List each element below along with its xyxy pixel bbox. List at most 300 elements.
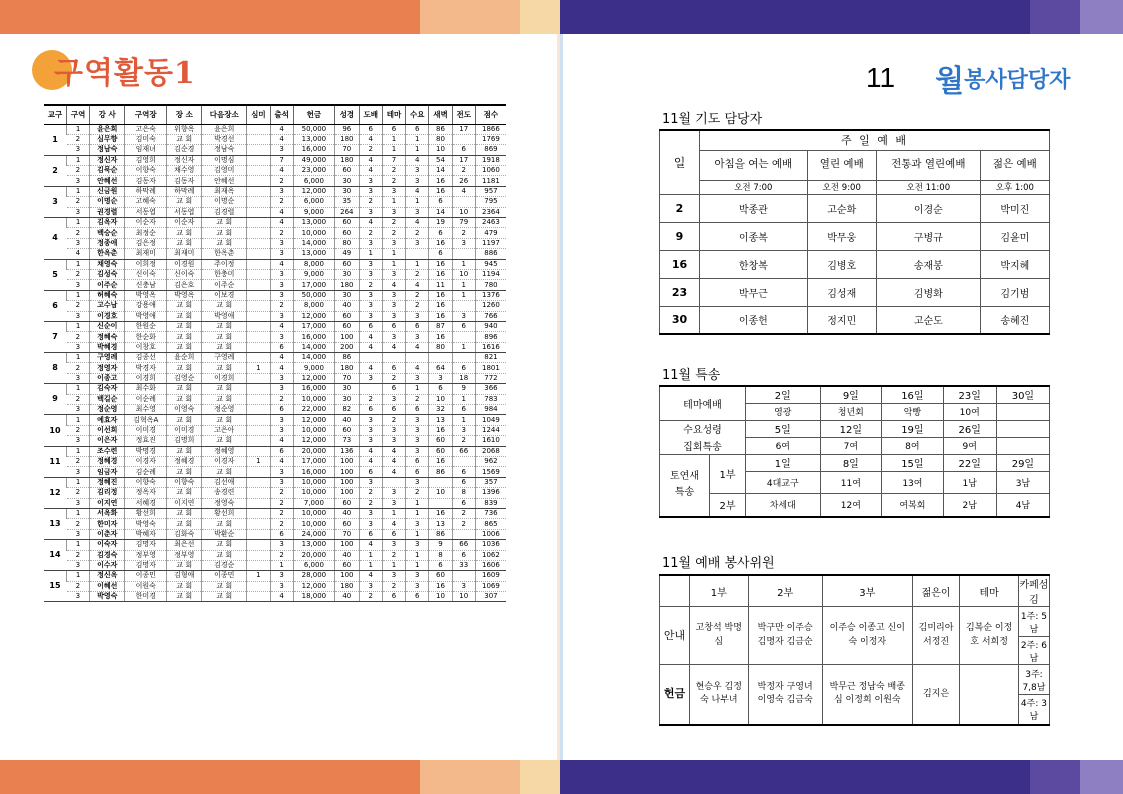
table-cell: 1616 bbox=[475, 342, 506, 352]
header-cell: 수요 bbox=[406, 105, 429, 124]
table-cell: 3 bbox=[270, 145, 293, 155]
table-cell: 2 bbox=[452, 519, 475, 529]
table-cell: 6,000 bbox=[293, 197, 334, 207]
table-cell: 264 bbox=[335, 207, 360, 217]
table-cell: 1 bbox=[359, 550, 382, 560]
table-cell: 3 bbox=[382, 394, 405, 404]
table-cell bbox=[452, 301, 475, 311]
guide-label: 안내 bbox=[660, 607, 690, 665]
table-cell bbox=[247, 197, 270, 207]
table-cell: 17 bbox=[452, 124, 475, 134]
table-cell: 정부영 bbox=[167, 550, 202, 560]
table-cell: 이영숙 bbox=[167, 405, 202, 415]
table-cell: 54 bbox=[429, 155, 452, 165]
table-cell bbox=[247, 166, 270, 176]
table-cell: 박영옥 bbox=[167, 290, 202, 300]
table-cell: 3 bbox=[67, 592, 90, 602]
leader-name: 이경호 bbox=[90, 311, 125, 321]
table-row bbox=[44, 394, 506, 404]
table-cell bbox=[247, 394, 270, 404]
leader-name: 예효자 bbox=[90, 415, 125, 425]
table-cell: 1 bbox=[247, 363, 270, 373]
table-cell: 박영숙 bbox=[125, 519, 167, 529]
table-cell: 1006 bbox=[475, 529, 506, 539]
table-cell: 교 회 bbox=[202, 540, 247, 550]
table-cell: 766 bbox=[475, 311, 506, 321]
table-cell: 이경자 bbox=[202, 457, 247, 467]
table-cell: 8,000 bbox=[293, 301, 334, 311]
table-cell: 김순경 bbox=[167, 145, 202, 155]
leader-name: 이선희 bbox=[90, 425, 125, 435]
service-times-row bbox=[660, 180, 1050, 194]
table-cell: 1 bbox=[67, 353, 90, 363]
service-time: 오전 9:00 bbox=[807, 180, 876, 194]
table-cell: 3 bbox=[382, 269, 405, 279]
prayer-row bbox=[660, 250, 1050, 278]
table-cell: 최은선 bbox=[167, 540, 202, 550]
service-name: 열린 예배 bbox=[807, 150, 876, 180]
table-cell: 교 회 bbox=[202, 363, 247, 373]
table-cell bbox=[247, 498, 270, 508]
table-cell: 3 bbox=[359, 290, 382, 300]
saturday-part1-value: 13여 bbox=[882, 471, 944, 493]
table-cell bbox=[247, 477, 270, 487]
table-row bbox=[44, 373, 506, 383]
leader-name: 김경숙 bbox=[90, 550, 125, 560]
header-cell: 구역 bbox=[67, 105, 90, 124]
table-cell: 60 bbox=[335, 519, 360, 529]
table-cell: 14,000 bbox=[293, 353, 334, 363]
table-cell: 3 bbox=[406, 519, 429, 529]
table-cell: 3 bbox=[67, 342, 90, 352]
district-id: 11 bbox=[44, 446, 67, 477]
theme-value bbox=[996, 403, 1049, 420]
table-cell: 1 bbox=[452, 415, 475, 425]
table-cell: 6 bbox=[382, 529, 405, 539]
table-cell: 7 bbox=[382, 155, 405, 165]
table-cell: 2 bbox=[270, 197, 293, 207]
table-cell: 최수영 bbox=[125, 405, 167, 415]
table-cell: 100 bbox=[335, 332, 360, 342]
table-cell: 2 bbox=[382, 228, 405, 238]
table-cell: 26 bbox=[452, 176, 475, 186]
theme-date: 16일 bbox=[882, 386, 944, 403]
leader-name: 허혜숙 bbox=[90, 290, 125, 300]
table-cell: 40 bbox=[335, 508, 360, 518]
table-cell: 886 bbox=[475, 249, 506, 259]
table-cell: 40 bbox=[335, 550, 360, 560]
table-cell: 13,000 bbox=[293, 134, 334, 144]
table-cell: 이순자 bbox=[167, 218, 202, 228]
table-row bbox=[44, 176, 506, 186]
table-cell: 서혜경 bbox=[125, 498, 167, 508]
table-cell: 김명자 bbox=[125, 560, 167, 570]
cafe-cell: 4주: 3남 bbox=[1018, 695, 1049, 725]
table-cell: 1062 bbox=[475, 550, 506, 560]
guide-cell: 김미리아 서정진 bbox=[912, 607, 960, 665]
table-cell: 3 bbox=[359, 311, 382, 321]
table-cell: 30 bbox=[335, 384, 360, 394]
table-cell: 2 bbox=[382, 176, 405, 186]
table-cell: 1 bbox=[67, 571, 90, 581]
table-cell bbox=[247, 207, 270, 217]
table-cell: 교 회 bbox=[202, 394, 247, 404]
table-cell: 6 bbox=[359, 124, 382, 134]
table-cell: 3 bbox=[67, 238, 90, 248]
table-cell: 송경련 bbox=[202, 488, 247, 498]
table-cell: 2 bbox=[270, 228, 293, 238]
table-cell: 4 bbox=[270, 321, 293, 331]
table-cell: 4 bbox=[406, 280, 429, 290]
leader-name: 신금원 bbox=[90, 186, 125, 196]
table-cell: 2 bbox=[67, 332, 90, 342]
theme-worship-label: 테마예배 bbox=[660, 386, 746, 420]
table-cell: 2 bbox=[359, 280, 382, 290]
table-cell: 1 bbox=[382, 134, 405, 144]
table-cell: 4 bbox=[382, 280, 405, 290]
table-cell: 3 bbox=[359, 269, 382, 279]
table-cell: 80 bbox=[429, 342, 452, 352]
table-cell: 1376 bbox=[475, 290, 506, 300]
table-cell: 10 bbox=[452, 269, 475, 279]
leader-name: 정신자 bbox=[90, 155, 125, 165]
table-row bbox=[44, 238, 506, 248]
table-row bbox=[44, 457, 506, 467]
table-cell: 9,000 bbox=[293, 269, 334, 279]
leader-name: 안혜선 bbox=[90, 176, 125, 186]
table-cell: 4 bbox=[359, 457, 382, 467]
wednesday-date: 19일 bbox=[882, 420, 944, 437]
table-cell: 957 bbox=[475, 186, 506, 196]
table-cell: 16,000 bbox=[293, 467, 334, 477]
table-cell: 80 bbox=[335, 238, 360, 248]
leader-name: 박혜경 bbox=[90, 342, 125, 352]
saturday-date: 29일 bbox=[996, 454, 1049, 471]
table-cell: 1197 bbox=[475, 238, 506, 248]
header-cell: 장 소 bbox=[167, 105, 202, 124]
table-cell: 70 bbox=[335, 529, 360, 539]
table-cell: 1609 bbox=[475, 571, 506, 581]
table-cell: 66 bbox=[452, 540, 475, 550]
header-cell: 강 사 bbox=[90, 105, 125, 124]
table-cell: 박혜자 bbox=[125, 529, 167, 539]
theme-date: 2일 bbox=[746, 386, 821, 403]
header-cell: 도배 bbox=[359, 105, 382, 124]
table-cell: 김화숙 bbox=[167, 529, 202, 539]
table-cell bbox=[247, 550, 270, 560]
table-cell: 하막례 bbox=[167, 186, 202, 196]
table-cell: 984 bbox=[475, 405, 506, 415]
prayer-name: 정지민 bbox=[807, 306, 876, 334]
prayer-section-title: 11월 기도 담당자 bbox=[662, 112, 763, 127]
table-cell bbox=[406, 353, 429, 363]
table-cell: 2 bbox=[67, 457, 90, 467]
table-cell: 3 bbox=[382, 332, 405, 342]
sunday-service-header: 주 일 예 배 bbox=[700, 130, 1050, 150]
table-cell: 6 bbox=[452, 145, 475, 155]
table-row bbox=[44, 529, 506, 539]
table-cell: 479 bbox=[475, 228, 506, 238]
leader-name: 조수련 bbox=[90, 446, 125, 456]
saturday-part2-value: 차세대 bbox=[746, 493, 821, 517]
saturday-date: 1일 bbox=[746, 454, 821, 471]
table-cell: 10,000 bbox=[293, 477, 334, 487]
table-cell: 6 bbox=[452, 321, 475, 331]
right-page-header bbox=[866, 58, 1070, 98]
leader-name: 한미자 bbox=[90, 519, 125, 529]
table-cell: 86 bbox=[335, 353, 360, 363]
table-cell: 30 bbox=[335, 176, 360, 186]
table-cell: 교 회 bbox=[167, 321, 202, 331]
table-cell: 87 bbox=[429, 321, 452, 331]
table-cell: 최재미 bbox=[167, 249, 202, 259]
right-title-text: 봉사담당자 bbox=[964, 66, 1071, 93]
table-cell: 교 회 bbox=[167, 488, 202, 498]
table-cell: 교 회 bbox=[167, 363, 202, 373]
table-cell bbox=[247, 218, 270, 228]
table-cell: 8 bbox=[429, 550, 452, 560]
table-row bbox=[44, 269, 506, 279]
theme-dates-row bbox=[660, 386, 1050, 403]
table-cell: 6 bbox=[406, 321, 429, 331]
service-header: 3부 bbox=[822, 575, 912, 607]
table-cell: 6 bbox=[382, 321, 405, 331]
table-cell: 3 bbox=[67, 373, 90, 383]
leader-name: 정혜숙 bbox=[90, 332, 125, 342]
table-cell: 1 bbox=[247, 571, 270, 581]
table-cell bbox=[247, 467, 270, 477]
table-cell: 4 bbox=[359, 155, 382, 165]
table-cell: 박경자 bbox=[125, 363, 167, 373]
table-cell: 1 bbox=[67, 540, 90, 550]
table-cell: 4 bbox=[406, 363, 429, 373]
leader-name: 백승순 bbox=[90, 228, 125, 238]
table-cell: 3 bbox=[270, 477, 293, 487]
wednesday-value: 6여 bbox=[746, 437, 821, 454]
table-cell: 8,000 bbox=[293, 259, 334, 269]
table-row bbox=[44, 477, 506, 487]
leader-name: 정영자 bbox=[90, 363, 125, 373]
table-row bbox=[44, 550, 506, 560]
table-cell: 3 bbox=[359, 425, 382, 435]
prayer-name: 김성재 bbox=[807, 278, 876, 306]
table-cell: 신충남 bbox=[125, 280, 167, 290]
table-cell: 1 bbox=[382, 145, 405, 155]
offering-cell bbox=[960, 665, 1019, 725]
table-cell: 3 bbox=[382, 436, 405, 446]
table-cell: 교 회 bbox=[202, 321, 247, 331]
table-cell: 이경희 bbox=[202, 373, 247, 383]
prayer-name: 고순화 bbox=[807, 194, 876, 222]
table-cell: 이지연 bbox=[167, 498, 202, 508]
table-cell: 1 bbox=[67, 508, 90, 518]
table-cell: 6 bbox=[452, 477, 475, 487]
table-cell: 23,000 bbox=[293, 166, 334, 176]
leader-name: 김옥자 bbox=[90, 218, 125, 228]
cafe-cell: 3주: 7,8남 bbox=[1018, 665, 1049, 695]
table-cell bbox=[247, 488, 270, 498]
table-cell: 6 bbox=[406, 467, 429, 477]
leader-name: 정순영 bbox=[90, 405, 125, 415]
table-cell: 357 bbox=[475, 477, 506, 487]
service-name: 아침을 여는 예배 bbox=[700, 150, 808, 180]
table-cell: 1 bbox=[406, 550, 429, 560]
offering-cell: 현승우 김정숙 나부녀 bbox=[690, 665, 749, 725]
table-cell: 김영미 bbox=[202, 166, 247, 176]
saturday-part2-value: 2남 bbox=[943, 493, 996, 517]
table-cell: 구영례 bbox=[202, 353, 247, 363]
leader-name: 한옥춘 bbox=[90, 249, 125, 259]
table-cell: 2364 bbox=[475, 207, 506, 217]
table-cell: 30 bbox=[335, 290, 360, 300]
table-row bbox=[44, 467, 506, 477]
table-cell: 박명경 bbox=[125, 446, 167, 456]
district-table-header bbox=[44, 105, 506, 124]
table-cell: 1 bbox=[406, 197, 429, 207]
table-cell: 6 bbox=[429, 197, 452, 207]
table-cell bbox=[247, 436, 270, 446]
special-song-table bbox=[659, 385, 1050, 518]
table-cell: 100 bbox=[335, 467, 360, 477]
table-cell: 이미경 bbox=[125, 425, 167, 435]
table-cell: 200 bbox=[335, 342, 360, 352]
table-cell: 86 bbox=[429, 467, 452, 477]
table-cell: 6 bbox=[359, 467, 382, 477]
table-cell: 6 bbox=[429, 249, 452, 259]
table-cell: 2 bbox=[452, 166, 475, 176]
table-cell: 16 bbox=[429, 457, 452, 467]
table-cell: 김은정 bbox=[125, 238, 167, 248]
table-cell: 10 bbox=[429, 394, 452, 404]
prayer-row bbox=[660, 194, 1050, 222]
table-cell: 28,000 bbox=[293, 571, 334, 581]
table-cell: 정옥자 bbox=[125, 488, 167, 498]
district-id: 6 bbox=[44, 290, 67, 321]
top-left-band bbox=[0, 0, 560, 34]
table-cell: 3 bbox=[382, 238, 405, 248]
wednesday-value: 8여 bbox=[882, 437, 944, 454]
table-cell: 위향옥 bbox=[167, 124, 202, 134]
header-cell: 심미 bbox=[247, 105, 270, 124]
table-cell: 16,000 bbox=[293, 384, 334, 394]
table-cell: 1801 bbox=[475, 363, 506, 373]
table-cell: 2 bbox=[67, 134, 90, 144]
table-cell: 3 bbox=[452, 581, 475, 591]
table-cell: 교 회 bbox=[202, 384, 247, 394]
table-cell: 3 bbox=[359, 477, 382, 487]
table-cell: 김혁옥A bbox=[125, 415, 167, 425]
table-cell: 교 회 bbox=[167, 581, 202, 591]
theme-date: 30일 bbox=[996, 386, 1049, 403]
table-cell: 4 bbox=[406, 218, 429, 228]
theme-value: 영광 bbox=[746, 403, 821, 420]
table-row bbox=[44, 332, 506, 342]
table-cell: 3 bbox=[406, 571, 429, 581]
table-cell: 82 bbox=[335, 405, 360, 415]
table-cell: 6 bbox=[270, 405, 293, 415]
table-cell: 1 bbox=[406, 259, 429, 269]
table-cell: 박환순 bbox=[202, 529, 247, 539]
table-cell: 강용애 bbox=[125, 301, 167, 311]
table-cell: 1 bbox=[67, 415, 90, 425]
table-cell: 3 bbox=[270, 571, 293, 581]
table-cell: 한옥춘 bbox=[202, 249, 247, 259]
table-cell: 32 bbox=[429, 405, 452, 415]
table-cell: 3 bbox=[452, 238, 475, 248]
table-row bbox=[44, 363, 506, 373]
service-header-blank bbox=[660, 575, 690, 607]
prayer-name: 김기범 bbox=[980, 278, 1049, 306]
table-cell: 6 bbox=[429, 384, 452, 394]
table-cell: 3 bbox=[359, 415, 382, 425]
table-cell: 20,000 bbox=[293, 550, 334, 560]
table-cell: 60 bbox=[335, 228, 360, 238]
table-cell: 3 bbox=[270, 467, 293, 477]
table-cell: 한원순 bbox=[125, 321, 167, 331]
table-cell: 6 bbox=[406, 124, 429, 134]
table-cell: 주이정 bbox=[202, 259, 247, 269]
table-cell: 1396 bbox=[475, 488, 506, 498]
table-cell: 3 bbox=[406, 540, 429, 550]
table-cell: 3 bbox=[359, 301, 382, 311]
table-cell: 100 bbox=[335, 571, 360, 581]
table-row bbox=[44, 124, 506, 134]
leader-name: 정혜진 bbox=[90, 477, 125, 487]
table-cell: 교 회 bbox=[202, 415, 247, 425]
header-cell: 테마 bbox=[382, 105, 405, 124]
table-cell: 10,000 bbox=[293, 394, 334, 404]
table-cell: 3 bbox=[270, 332, 293, 342]
saturday-label-2: 특송 bbox=[674, 487, 695, 499]
table-cell bbox=[247, 405, 270, 415]
table-cell bbox=[247, 373, 270, 383]
table-cell: 11 bbox=[429, 280, 452, 290]
table-cell: 서동엽 bbox=[125, 207, 167, 217]
table-cell: 13 bbox=[429, 519, 452, 529]
table-cell: 1606 bbox=[475, 560, 506, 570]
table-cell: 20,000 bbox=[293, 446, 334, 456]
table-cell: 3 bbox=[406, 373, 429, 383]
table-cell: 4 bbox=[270, 134, 293, 144]
wednesday-date: 26일 bbox=[943, 420, 996, 437]
table-cell bbox=[452, 134, 475, 144]
table-cell: 14 bbox=[429, 166, 452, 176]
leader-name: 구영례 bbox=[90, 353, 125, 363]
prayer-row bbox=[660, 278, 1050, 306]
table-cell: 이원숙 bbox=[125, 581, 167, 591]
table-cell: 3 bbox=[270, 415, 293, 425]
table-cell: 2 bbox=[452, 436, 475, 446]
table-cell: 1 bbox=[406, 384, 429, 394]
table-row bbox=[44, 280, 506, 290]
table-cell: 6 bbox=[359, 405, 382, 415]
table-cell: 4 bbox=[359, 166, 382, 176]
wednesday-value: 7여 bbox=[820, 437, 882, 454]
table-cell: 795 bbox=[475, 197, 506, 207]
table-cell: 839 bbox=[475, 498, 506, 508]
service-header: 젊은이 bbox=[912, 575, 960, 607]
table-cell: 3 bbox=[359, 238, 382, 248]
table-cell: 16 bbox=[429, 290, 452, 300]
table-cell: 4 bbox=[359, 332, 382, 342]
table-cell: 고은숙 bbox=[125, 124, 167, 134]
table-cell: 2 bbox=[382, 218, 405, 228]
table-cell: 교 회 bbox=[202, 436, 247, 446]
table-cell: 3 bbox=[406, 415, 429, 425]
leader-name: 김리정 bbox=[90, 488, 125, 498]
table-row bbox=[44, 592, 506, 602]
table-cell: 3 bbox=[270, 373, 293, 383]
